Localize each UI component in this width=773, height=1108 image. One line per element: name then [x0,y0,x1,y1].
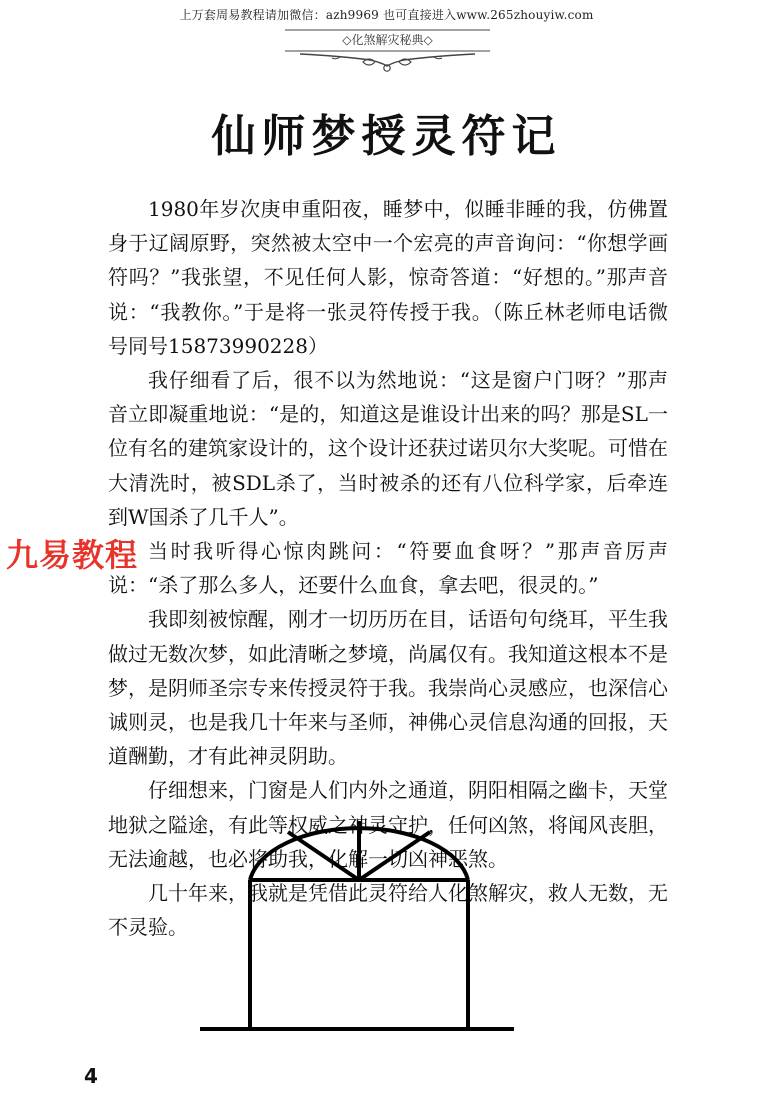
paragraph: 仔细想来，门窗是人们内外之通道，阴阳相隔之幽卡，天堂地狱之隘途，有此等权威之神灵守护，任何凶煞，将闻风丧胆，无法逾越，也必将助我，化解一切凶神恶煞。 [108,778,668,871]
page-title: 仙师梦授灵符记 [211,111,562,162]
door-talisman-figure [198,818,518,1042]
series-title: ◇化煞解灾秘典◇ [342,33,433,47]
top-notice: 上万套周易教程请加微信：azh9969 也可直接进入www.265zhouyiw.com [179,8,594,22]
paragraph: 几十年来，我就是凭借此灵符给人化煞解灾，救人无数，无不灵验。 [108,881,668,940]
watermark-logo: 九易教程 [6,536,139,574]
paragraph: 1980年岁次庚申重阳夜，睡梦中，似睡非睡的我，仿佛置身于辽阔原野，突然被太空中一个宏亮的声音询问：“你想学画符吗？”我张望，不见任何人影，惊奇答道：“好想的。”那声音说：“我教你。”于是将一张灵符传授于我。（陈丘林老师电话微号同号15873990228） [108,197,668,358]
paragraph: 当时我听得心惊肉跳问：“符要血食呀？”那声音厉声说：“杀了那么多人，还要什么血食，拿去吧，很灵的。” [108,539,668,598]
series-header [280,24,495,74]
paragraph: 我仔细看了后，很不以为然地说：“这是窗户门呀？”那声音立即凝重地说：“是的，知道这是谁设计出来的吗？那是SL一位有名的建筑家设计的，这个设计还获过诺贝尔大奖呢。可惜在大清洗时，被SDL杀了，当时被杀的还有八位科学家，后牵连到W国杀了几千人”。 [108,368,668,529]
paragraph: 我即刻被惊醒，刚才一切历历在目，话语句句绕耳，平生我做过无数次梦，如此清晰之梦境，尚属仅有。我知道这根本不是梦，是阴师圣宗专来传授灵符于我。我崇尚心灵感应，也深信心诚则灵，也是我几十年来与圣师，神佛心灵信息沟通的回报，天道酬勤，才有此神灵阴助。 [108,607,668,769]
page-number: 4 [84,1064,98,1088]
